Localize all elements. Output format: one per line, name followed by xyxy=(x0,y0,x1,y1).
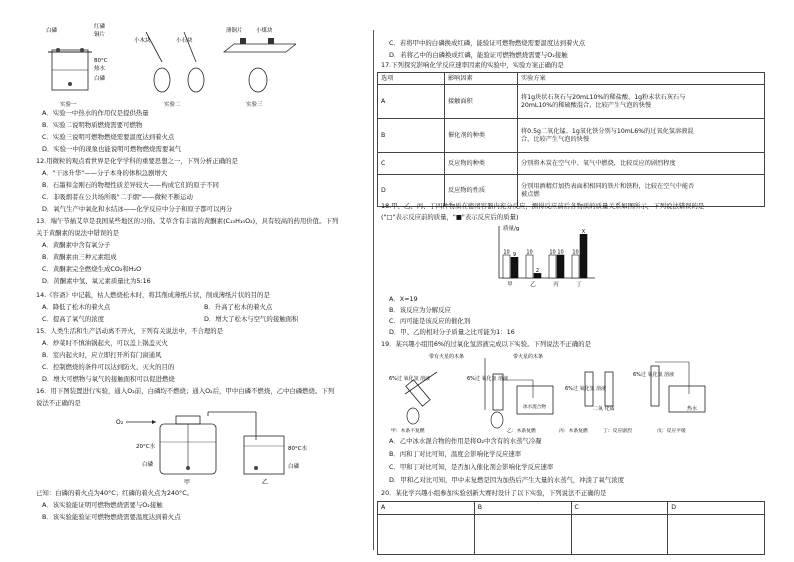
q18-legend: ("□"表示反应前的质量，"■"表示反应后的质量) xyxy=(381,213,519,221)
q13-option-d: D．黄酮素中氢、氧元素质量比为5:16 xyxy=(42,277,151,285)
svg-text:甲：木条不复燃: 甲：木条不复燃 xyxy=(391,429,425,434)
bar-data-label: X xyxy=(581,228,586,235)
bar-before xyxy=(503,255,510,278)
q19-option-c: C．甲和丁对比可知，是否加入催化剂会影响化学反应速率 xyxy=(389,463,554,471)
svg-text:80°C水: 80°C水 xyxy=(288,446,308,452)
combustion-experiment-figure xyxy=(46,22,296,108)
svg-text:二氧 化锰: 二氧 化锰 xyxy=(593,406,615,412)
q13-option-b: B．黄酮素由三种元素组成 xyxy=(42,253,117,261)
q13-stem-cont: 关于黄酮素的说法中错误的是 xyxy=(36,229,120,237)
q14-option-b: B．升高了松木的着火点 xyxy=(204,303,273,311)
svg-text:丁：反应剧烈: 丁：反应剧烈 xyxy=(603,429,632,434)
bar-data-label: 10 xyxy=(503,249,510,256)
svg-text:戊：反应平缓: 戊：反应平缓 xyxy=(657,429,686,434)
q12-option-c: C．非吸烟者在公共场所吸"二手烟"——微粒不断运动 xyxy=(42,193,193,201)
bar-data-label: 10 xyxy=(549,249,556,256)
svg-text:乙: 乙 xyxy=(262,479,269,486)
x-tick-label: 乙 xyxy=(530,282,536,288)
q13-stem: 13．端午节插艾草是我国某些地区的习俗。艾草含有丰富的黄酮素(C₁₅H₁₀O₂)，具有较高的药用价值。下列 xyxy=(36,217,339,225)
table-row: B 催化剂的种类 将0.5g二氧化锰、1g氧化铁分别与10mL6%的过氧化氢溶液混 合，比较产生气泡的快慢 xyxy=(378,119,765,153)
svg-text:冰水混合物: 冰水混合物 xyxy=(523,405,546,410)
q16-apparatus-figure xyxy=(116,410,336,486)
table-header: 实验方案 xyxy=(518,73,765,85)
q18-option-b: B．该反应为分解反应 xyxy=(389,306,451,314)
table-row: A 接触面积 将1g块状石灰石与20mL10%的稀盐酸、1g粉末状石灰石与 20mL10%的稀硫酸混合，比较产生气泡的快慢 xyxy=(378,85,765,119)
q18-option-a: A．X=19 xyxy=(389,295,418,303)
q18-bar-chart xyxy=(491,222,601,294)
table-row: D 反应物的性质 分别用酒精灯加热表面积相同的铁片和铁粉，比较在空气中能否 被点燃 xyxy=(378,175,765,207)
svg-text:实验三: 实验三 xyxy=(246,102,263,108)
table-cell: B xyxy=(474,502,571,515)
svg-text:实验二: 实验二 xyxy=(164,102,181,108)
svg-text:甲: 甲 xyxy=(184,479,191,486)
q15-stem: 15．人类生活和生产活动离不开火，下列有关说法中，不合理的是 xyxy=(36,327,224,335)
q18-stem: 18.甲、乙、丙、丁四种物质在密闭容器内充分反应，测得反应前后各物质的质量关系如图所示，下列说法错误的是 xyxy=(381,202,705,210)
q20-table xyxy=(377,501,765,555)
bar-before xyxy=(549,255,556,278)
svg-text:白磷: 白磷 xyxy=(142,462,154,468)
table-cell: C xyxy=(571,502,668,515)
fig-label: 白磷 xyxy=(46,28,58,34)
x-tick-label: 丙 xyxy=(553,282,559,288)
q11-option-d: D．实验一中的现象也能说明可燃物燃烧需要氧气 xyxy=(42,145,182,153)
svg-text:白磷: 白磷 xyxy=(94,76,106,82)
q11-option-c: C．实验三说明可燃物燃烧需要温度达到着火点 xyxy=(42,133,175,141)
q11-option-b: B．实验二说明物质燃烧需要可燃物 xyxy=(42,121,143,129)
q18-option-d: D．甲、乙的相对分子质量之比可能为1：16 xyxy=(389,328,515,336)
svg-text:80°C: 80°C xyxy=(94,58,108,64)
svg-text:热水: 热水 xyxy=(94,66,106,72)
q17-stem: 17.下列探究影响化学反应速率因素的实验中，实验方案正确的是 xyxy=(381,61,564,69)
svg-text:6%过 氧化氢 溶液: 6%过 氧化氢 溶液 xyxy=(467,376,509,382)
table-cell: A xyxy=(378,502,475,515)
q19-option-b: B．丙和丁对比可知，温度会影响化学反应速率 xyxy=(389,450,522,458)
svg-text:小木块: 小木块 xyxy=(134,38,151,44)
bar-after xyxy=(511,257,518,278)
q16-stem-cont: 说法不正确的是 xyxy=(36,399,81,407)
q14-option-d: D．增大了松木与空气的接触面积 xyxy=(204,315,299,323)
bar-after xyxy=(557,255,564,278)
x-tick-label: 甲 xyxy=(507,282,513,288)
table-header: 选项 xyxy=(378,73,445,85)
svg-text:白磷: 白磷 xyxy=(288,464,300,470)
bar-before xyxy=(526,255,533,278)
column-divider xyxy=(373,30,374,550)
q15-option-a: A．炒菜时不慎油锅起火，可以盖上锅盖灭火 xyxy=(42,339,168,347)
q20-stem: 20．某化学兴趣小组参加实验创新大赛时设计了以下实验，下列说法不正确的是 xyxy=(381,489,607,497)
q14-stem: 14.《容斋》中记载，枯人燃烧松木时，将其削成薄纸片状，削成薄纸片状的目的是 xyxy=(36,291,270,299)
q16-option-a: A．该实验能证明可燃物燃烧需要与O₂接触 xyxy=(42,501,163,509)
q13-option-c: C．黄酮素完全燃烧生成CO₂和H₂O xyxy=(42,265,142,273)
bar-data-label: 2 xyxy=(535,267,540,274)
svg-text:乙：木条复燃: 乙：木条复燃 xyxy=(507,429,536,434)
svg-text:铜片: 铜片 xyxy=(94,32,106,38)
bar-data-label: 10 xyxy=(526,249,533,256)
svg-text:带有火星的木条: 带有火星的木条 xyxy=(429,354,465,360)
q19-stem: 19．某兴趣小组用6%的过氧化氢溶液完成以下实验。下列说法不正确的是 xyxy=(381,340,591,348)
bar-data-label: 10 xyxy=(572,249,579,256)
bar-data-label: 9 xyxy=(512,251,517,258)
svg-text:20°C水: 20°C水 xyxy=(136,444,156,450)
q19-option-d: D．甲和乙对比可知，甲中未复燃是因为加热后产生大量的水蒸气，冲淡了氧气浓度 xyxy=(389,476,624,484)
q12-option-d: D．氧气生产中氧化和水结冰——化学反应中分子和原子都可以再分 xyxy=(42,205,233,213)
svg-text:6%过 氧化氢 溶液: 6%过 氧化氢 溶液 xyxy=(389,376,431,382)
svg-text:O₂: O₂ xyxy=(116,419,124,426)
beaker-yi xyxy=(244,436,284,474)
q14-option-a: A．降低了松木的着火点 xyxy=(42,303,111,311)
table-header: 影响因素 xyxy=(445,73,518,85)
q15-option-b: B．室内起火时，应立即打开所有门窗通风 xyxy=(42,351,162,359)
svg-text:小煤块: 小煤块 xyxy=(256,28,273,34)
svg-text:6%过 氧化氢 溶液: 6%过 氧化氢 溶液 xyxy=(565,386,607,392)
q16-stem: 16．用下图装置进行实验，通入O₂前，白磷均不燃烧；通入O₂后，甲中白磷不燃烧，乙中白磷燃烧。下列 xyxy=(36,387,335,395)
q13-option-a: A．黄酮素中含有氧分子 xyxy=(42,241,111,249)
svg-text:6%过 氧化氢 溶液: 6%过 氧化氢 溶液 xyxy=(633,372,675,378)
svg-text:小石块: 小石块 xyxy=(176,38,193,44)
bar-data-label: 10 xyxy=(557,249,564,256)
q14-option-c: C．提高了氧气的浓度 xyxy=(42,315,104,323)
bar-after xyxy=(534,273,541,278)
svg-text:带火星的木条: 带火星的木条 xyxy=(513,354,544,360)
svg-text:热水: 热水 xyxy=(687,406,698,412)
y-axis-label: 质量/g xyxy=(503,226,520,232)
q12-stem: 12.用微粒的观点看世界是化学学科的重要思想之一，下列分析正确的是 xyxy=(36,157,238,165)
svg-text:薄铜片: 薄铜片 xyxy=(226,28,243,34)
q16-option-b: B．该实验能验证可燃物燃烧需要温度达到着火点 xyxy=(42,513,181,521)
table-row: C 反应物的种类 分别将木炭在空气中、氧气中燃烧，比较反应的剧烈程度 xyxy=(378,153,765,175)
svg-text:丙：木条复燃: 丙：木条复燃 xyxy=(559,429,588,434)
q19-apparatus-figure xyxy=(389,350,709,434)
q11-option-a: A．实验一中热水的作用仅是提供热量 xyxy=(42,109,149,117)
q17-table xyxy=(377,72,765,210)
table-row xyxy=(378,502,765,515)
table-cell: D xyxy=(668,502,765,515)
q12-option-b: B．石墨和金刚石的物理性质差异较大——构成它们的原子不同 xyxy=(42,181,219,189)
q18-option-c: C．丙可能是该反应的催化剂 xyxy=(389,317,471,325)
q12-option-a: A．"干冰升华"——分子本身的体积急剧增大 xyxy=(42,169,168,177)
bar-before xyxy=(572,255,579,278)
q16-option-d: D．若将乙中的白磷换成红磷，能验证可燃物燃烧需要与O₂接触 xyxy=(389,51,568,59)
svg-text:实验一: 实验一 xyxy=(60,102,77,108)
svg-text:红磷: 红磷 xyxy=(94,24,106,30)
q15-option-d: D．增大可燃物与氧气的接触面积可以促进燃烧 xyxy=(42,375,175,383)
q19-option-a: A．乙中冰水混合物的作用是将O₂中含有的水蒸气冷凝 xyxy=(389,437,542,445)
bar-after xyxy=(580,234,587,278)
x-tick-label: 丁 xyxy=(576,282,582,288)
q15-option-c: C．控制燃烧的条件可以达到防火、灭火的目的 xyxy=(42,363,175,371)
q16-known: 已知：白磷的着火点为40°C；红磷的着火点为240°C。 xyxy=(36,489,194,497)
q16-option-c: C．若将甲中的白磷换成红磷，能验证可燃物燃烧需要温度达到着火点 xyxy=(389,39,586,47)
